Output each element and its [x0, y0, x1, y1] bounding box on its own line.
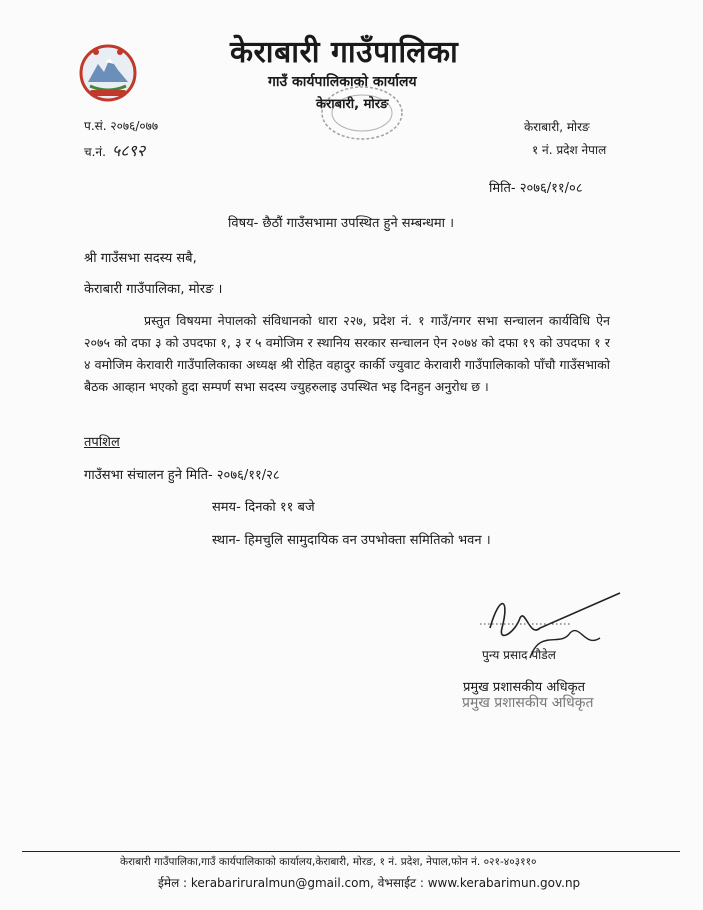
footer-address: केराबारी गाउँपालिका,गाउँ कार्यपालिकाको कार्यालय,केराबारी, मोरङ, १ नं. प्रदेश, नेपाल,फोन नं. ०२१-४०३११०	[120, 856, 537, 868]
signatory-name: पुन्य प्रसाद पौडेल	[482, 648, 556, 662]
dispatch-number-value: ५८९२	[111, 141, 146, 160]
office-stamp-icon	[316, 82, 408, 144]
address-line-1: केराबारी, मोरङ	[524, 120, 590, 134]
meeting-place: स्थान- हिमचुलि सामुदायिक वन उपभोक्ता समितिको भवन ।	[212, 533, 491, 548]
recipient-line-1: श्री गाउँसभा सदस्य सबै,	[84, 251, 197, 266]
details-heading: तपशिल	[84, 435, 120, 450]
reference-number: प.सं. २०७६/०७७	[84, 119, 159, 133]
letter-subject: विषय- छैठौं गाउँसभामा उपस्थित हुने सम्बन्धमा ।	[228, 216, 455, 231]
recipient-line-2: केराबारी गाउँपालिका, मोरङ ।	[84, 282, 223, 297]
sub-office-name: गाउँ कार्यपालिकाको कार्यालय	[268, 74, 417, 90]
meeting-time: समय- दिनको ११ बजे	[212, 500, 315, 515]
signatory-title: प्रमुख प्रशासकीय अधिकृत	[463, 680, 586, 695]
address-line-2: १ नं. प्रदेश नेपाल	[532, 143, 607, 157]
signatory-stamp-title: प्रमुख प्रशासकीय अधिकृत	[462, 695, 594, 711]
nepal-emblem-icon	[76, 40, 140, 104]
body-paragraph: प्रस्तुत विषयमा नेपालको संविधानको धारा २२७, प्रदेश नं. १ गाउँ/नगर सभा सन्चालन कार्यविधि ऐन २०७५ को दफा ३ को उपदफा १, ३ र ५ वमोजिम र स्थानिय सरकार सन्चालन ऐन २०७४ को दफा १९ को उपदफा १ र ४ वमोजिम केरावारी गाउँपालिकाका अध्यक्ष श्री रोहित वहादुर कार्की ज्युवाट केरावारी गाउँपालिकाको पाँचौ गाउँसभाको बैठक आव्हान भएको हुदा सम्पर्ण सभा सदस्य ज्युहरुलाइ उपस्थित भइ दिनहुन अनुरोध छ ।	[84, 313, 610, 394]
footer-contact: ईमेल : kerabariruralmun@gmail.com, वेभसाईट : www.kerabarimun.gov.np	[158, 876, 581, 890]
footer-divider	[22, 851, 680, 852]
letter-body	[84, 310, 610, 398]
office-location: केराबारी, मोरङ	[316, 97, 389, 112]
meeting-date: गाउँसभा संचालन हुने मिति- २०७६/११/२८	[84, 468, 280, 483]
office-name: केराबारी गाउँपालिका	[230, 35, 459, 70]
dispatch-number	[84, 139, 145, 161]
dispatch-number-label: च.नं.	[84, 145, 106, 159]
letter-date: मिति- २०७६/११/०८	[489, 181, 583, 196]
